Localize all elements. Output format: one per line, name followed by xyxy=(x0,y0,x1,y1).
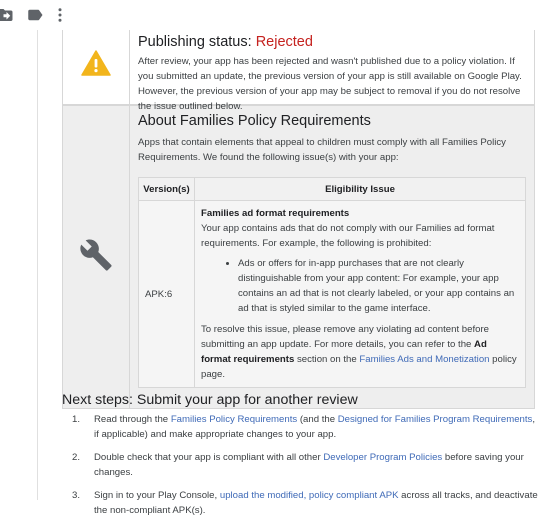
issue-description: Your app contains ads that do not comply with our Families ad format requirements. For example, the following is prohibited: xyxy=(201,223,495,249)
prohibited-list xyxy=(201,256,519,316)
thread-divider xyxy=(37,30,38,500)
wrench-icon xyxy=(79,238,113,277)
header-versions: Version(s) xyxy=(139,178,195,201)
table-header-row xyxy=(139,178,526,201)
resolve-text: To resolve this issue, please remove any violating ad content before submitting an app update. For more details, you can refer to the Ad format requirements section on the Families Ads and Monetization policy page. xyxy=(201,324,517,380)
list-item: 1. Read through the Families Policy Requirements (and the Designed for Families Program Requirements, if applicable) and make appropriate changes to your app. xyxy=(72,414,536,440)
publishing-status-body: After review, your app has been rejected and wasn't published due to a policy violation. If you submitted an update, the previous version of your app is still available on Google Play. However, the previous version of your app may be subject to removal if you do not resolve the issue outlined below. xyxy=(138,56,522,112)
publishing-status-heading: Publishing status: Rejected xyxy=(138,34,313,50)
developer-program-policies-link[interactable]: Developer Program Policies xyxy=(323,452,443,463)
move-to-folder-icon[interactable] xyxy=(0,6,14,24)
list-item: 3. Sign in to your Play Console, upload the modified, policy compliant APK across all tracks, and deactivate the non-compliant APK(s). xyxy=(72,490,538,516)
families-title: About Families Policy Requirements xyxy=(138,113,371,129)
designed-for-families-link[interactable]: Designed for Families Program Requirements xyxy=(337,414,533,425)
table-row xyxy=(139,201,526,388)
next-steps-list xyxy=(62,412,540,526)
more-vert-icon[interactable] xyxy=(51,6,69,24)
upload-apk-link[interactable]: upload the modified, policy compliant APK xyxy=(219,490,399,501)
list-item: • Ads or offers for in-app purchases that are not clearly distinguishable from your app content: For example, your app contains an ad that is not clearly labeled, or your app contains an ad that is styled similar to the game interface. xyxy=(238,256,519,316)
publishing-status-section xyxy=(62,30,535,112)
toolbar xyxy=(0,0,545,32)
issues-table xyxy=(138,177,526,388)
families-policy-requirements-link[interactable]: Families Policy Requirements xyxy=(170,414,298,425)
status-rejected-text: Rejected xyxy=(255,34,313,50)
families-intro: Apps that contain elements that appeal to children must comply with all Families Policy Requirements. We found the following issue(s) with your app: xyxy=(138,137,506,163)
warning-icon xyxy=(81,50,111,81)
list-item: 2. Double check that your app is compliant with all other Developer Program Policies before saving your changes. xyxy=(72,452,524,478)
next-steps-title: Next steps: Submit your app for another review xyxy=(62,392,358,408)
label-icon[interactable] xyxy=(26,6,44,24)
header-eligibility-issue: Eligibility Issue xyxy=(195,178,526,201)
email-body xyxy=(62,30,535,409)
version-cell: APK:6 xyxy=(139,201,195,388)
issue-cell xyxy=(195,201,526,388)
families-ads-monetization-link[interactable]: Families Ads and Monetization xyxy=(359,354,490,365)
families-policy-section xyxy=(62,105,535,409)
issue-title: Families ad format requirements xyxy=(201,208,350,219)
